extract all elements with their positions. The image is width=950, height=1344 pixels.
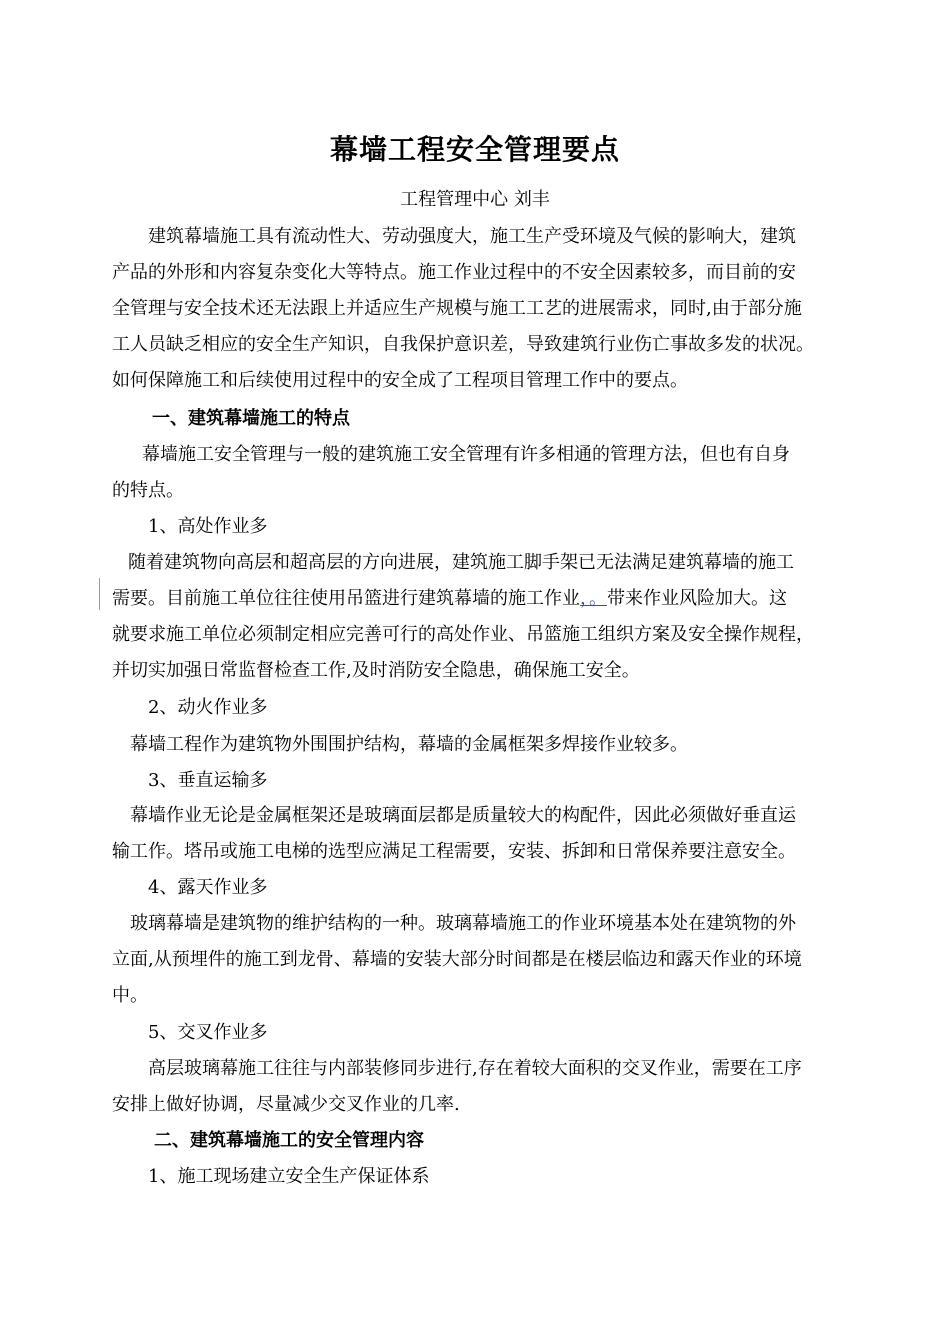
item-5-label: 5、交叉作业多 <box>148 1022 268 1043</box>
tracked-change-mark: ，。 <box>580 588 607 609</box>
item-1-line-2-part-b: 带来作业风险加大。这 <box>607 588 787 609</box>
section-1-lead-line-1: 幕墙施工安全管理与一般的建筑施工安全管理有许多相通的管理方法，但也有自身 <box>142 444 790 465</box>
intro-line-2: 产品的外形和内容复杂变化大等特点。施工作业过程中的不安全因素较多，而目前的安 <box>112 262 796 283</box>
item-2-label: 2、动火作业多 <box>148 697 268 718</box>
item-1-line-4: 并切实加强日常监督检查工作,及时消防安全隐患，确保施工安全。 <box>112 660 640 681</box>
item-1-line-3: 就要求施工单位必须制定相应完善可行的高处作业、吊篮施工组织方案及安全操作规程， <box>112 624 814 645</box>
item-3-line-2: 输工作。塔吊或施工电梯的选型应满足工程需要，安装、拆卸和日常保养要注意安全。 <box>112 841 796 862</box>
item-1-line-2-part-a: 需要。目前施工单位往往使用吊篮进行建筑幕墙的施工作业 <box>112 588 580 609</box>
section-2-item-1-label: 1、施工现场建立安全生产保证体系 <box>148 1166 430 1187</box>
document-author: 工程管理中心 刘丰 <box>400 189 550 210</box>
item-4-line-2: 立面,从预埋件的施工到龙骨、幕墙的安装大部分时间都是在楼层临边和露天作业的环境 <box>112 949 802 970</box>
item-3-line-1: 幕墙作业无论是金属框架还是玻璃面层都是质量较大的构配件，因此必须做好垂直运 <box>130 805 796 826</box>
section-1-lead-line-2: 的特点。 <box>112 480 184 501</box>
document-title: 幕墙工程安全管理要点 <box>329 133 620 166</box>
item-3-label: 3、垂直运输多 <box>148 770 268 791</box>
item-2-line-1: 幕墙工程作为建筑物外围围护结构，幕墙的金属框架多焊接作业较多。 <box>130 734 688 755</box>
item-4-line-3: 中。 <box>112 985 148 1006</box>
intro-line-4: 工人员缺乏相应的安全生产知识，自我保护意识差，导致建筑行业伤亡事故多发的状况。 <box>112 334 814 355</box>
item-1-line-2 <box>112 585 852 613</box>
item-4-line-1: 玻璃幕墙是建筑物的维护结构的一种。玻璃幕墙施工的作业环境基本处在建筑物的外 <box>130 913 796 934</box>
section-1-heading: 一、建筑幕墙施工的特点 <box>152 408 350 429</box>
item-5-line-2: 安排上做好协调，尽量减少交叉作业的几率. <box>112 1094 460 1115</box>
revision-bar <box>99 578 100 610</box>
intro-line-1: 建筑幕墙施工具有流动性大、劳动强度大，施工生产受环境及气候的影响大，建筑 <box>148 226 796 247</box>
item-5-line-1: 高层玻璃幕施工往往与内部装修同步进行,存在着较大面积的交叉作业，需要在工序 <box>148 1058 802 1079</box>
item-1-line-1: 随着建筑物向高层和超高层的方向进展，建筑施工脚手架已无法满足建筑幕墙的施工 <box>128 552 794 573</box>
section-2-heading: 二、建筑幕墙施工的安全管理内容 <box>154 1130 424 1151</box>
intro-line-3: 全管理与安全技术还无法跟上并适应生产规模与施工工艺的进展需求，同时,由于部分施 <box>112 298 802 319</box>
item-4-label: 4、露天作业多 <box>148 877 268 898</box>
intro-line-5: 如何保障施工和后续使用过程中的安全成了工程项目管理工作中的要点。 <box>112 370 688 391</box>
item-1-label: 1、高处作业多 <box>148 516 268 537</box>
